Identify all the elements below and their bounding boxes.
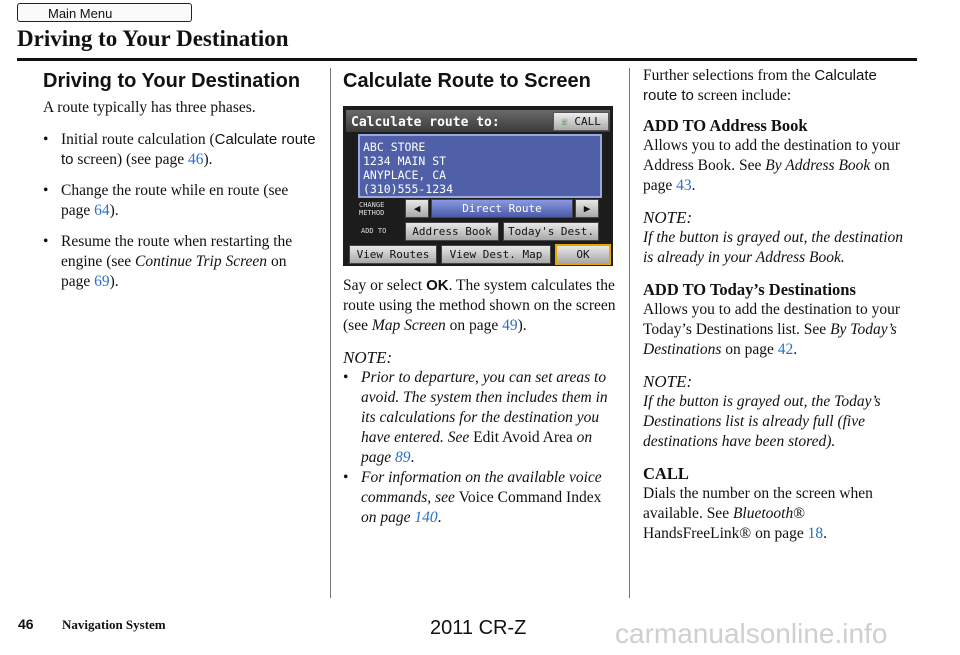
address-book-text: Allows you to add the destination to your Address Book. See By Address Book on page 43. xyxy=(643,137,901,194)
note-label: NOTE: xyxy=(643,208,693,227)
view-routes-button: View Routes xyxy=(349,245,437,264)
page-link[interactable]: 49 xyxy=(502,317,518,334)
ok-paragraph: Say or select OK. The system calculates the route using the method shown on the screen (see Map Screen on page 49). xyxy=(343,277,616,334)
list-item: • Change the route while en route (see page 64). xyxy=(43,181,319,221)
screen-title: Calculate route to: xyxy=(351,115,500,130)
section-heading: Driving to Your Destination xyxy=(43,70,301,92)
title-divider xyxy=(17,58,917,61)
todays-destinations-heading: ADD TO Today’s Destinations xyxy=(643,280,856,299)
arrow-left-icon: ◀ xyxy=(413,202,421,215)
watermark: carmanualsonline.info xyxy=(615,618,888,649)
footer-section: Navigation System xyxy=(62,617,166,632)
page-link[interactable]: 46 xyxy=(187,151,204,168)
page-link[interactable]: 64 xyxy=(94,202,110,219)
list-item: • Resume the route when restarting the engine (see Continue Trip Screen on page 69). xyxy=(43,232,319,292)
address-line: (310)555-1234 xyxy=(363,182,454,196)
column-right xyxy=(643,66,911,556)
change-method-label: CHANGE METHOD xyxy=(359,201,385,217)
note-text: If the button is grayed out, the destination is already in your Address Book. xyxy=(643,229,904,266)
ok-button: OK xyxy=(555,244,611,265)
page-link[interactable]: 18 xyxy=(807,525,824,542)
next-method-button xyxy=(575,199,599,218)
list-item: • Prior to departure, you can set areas to avoid. The system then includes them in its calculations for the destination you have entered. See Edit Avoid Area on page 89. xyxy=(343,368,619,468)
page-link[interactable]: 43 xyxy=(676,177,692,194)
page-number: 46 xyxy=(18,616,34,632)
todays-dest-button: Today's Dest. xyxy=(503,222,599,241)
column-left xyxy=(43,66,319,303)
view-dest-map-button: View Dest. Map xyxy=(441,245,551,264)
intro-text: A route typically has three phases. xyxy=(43,99,256,116)
address-line: ANYPLACE, CA xyxy=(363,168,447,182)
page-link[interactable]: 69 xyxy=(94,273,110,290)
call-button: ☏ CALL xyxy=(553,112,609,131)
page-link[interactable]: 140 xyxy=(414,509,438,526)
address-book-heading: ADD TO Address Book xyxy=(643,116,808,135)
further-selections-text: Further selections from the Calculate route to screen include: xyxy=(643,67,877,104)
phase-list xyxy=(43,130,319,292)
column-divider-1 xyxy=(330,68,331,598)
arrow-right-icon: ▶ xyxy=(583,202,591,215)
column-middle xyxy=(343,66,619,528)
note-list xyxy=(343,368,619,528)
page-link[interactable]: 42 xyxy=(777,341,794,358)
prev-method-button xyxy=(405,199,429,218)
section-heading: Calculate Route to Screen xyxy=(343,70,591,92)
footer-model: 2011 CR-Z xyxy=(430,617,527,639)
page-link[interactable]: 89 xyxy=(395,449,411,466)
calculate-route-screen-image xyxy=(343,106,613,266)
direct-route-button: Direct Route xyxy=(431,199,573,218)
phone-icon: ☏ xyxy=(561,115,568,128)
page-title: Driving to Your Destination xyxy=(17,26,289,51)
call-heading: CALL xyxy=(643,464,689,483)
address-book-button: Address Book xyxy=(405,222,499,241)
note-label: NOTE: xyxy=(643,372,693,391)
note-text: If the button is grayed out, the Today’s Destinations list is already full (five destinations have been stored). xyxy=(643,393,881,450)
list-item: • Initial route calculation (Calculate route to screen) (see page 46). xyxy=(43,130,319,170)
todays-destinations-text: Allows you to add the destination to your Today’s Destinations list. See By Today’s Destinations on page 42. xyxy=(643,301,901,358)
call-text: Dials the number on the screen when available. See Bluetooth® HandsFreeLink® on page 18. xyxy=(643,485,873,542)
main-menu-button[interactable]: Main Menu xyxy=(17,3,192,22)
note-label: NOTE: xyxy=(343,348,393,367)
column-divider-2 xyxy=(629,68,630,598)
add-to-label: ADD TO xyxy=(361,227,387,235)
address-line: 1234 MAIN ST xyxy=(363,154,447,168)
list-item: • For information on the available voice commands, see Voice Command Index on page 140. xyxy=(343,468,619,528)
address-line: ABC STORE xyxy=(363,140,426,154)
